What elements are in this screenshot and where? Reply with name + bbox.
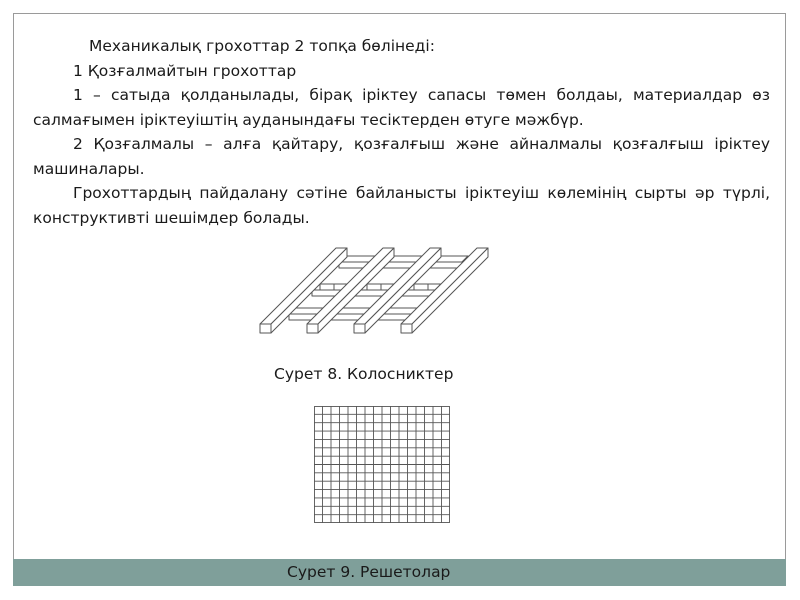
body-text [33, 34, 770, 230]
item1-heading: 1 Қозғалмайтын грохоттар [73, 61, 297, 80]
item1-description: 1 – сатыда қолданылады, бірақ іріктеу сапасы төмен болдаы, материалдар өз салмағымен іріктеуіштің ауданындағы тесіктерден өтуге мәжбүр. [33, 86, 770, 129]
item2-paragraph: 2 Қозғалмалы – алға қайтару, қозғалғыш және айналмалы қозғалғыш іріктеу машиналары. [33, 135, 770, 178]
mesh-sieve-figure [314, 406, 450, 523]
mesh-grid-lines [314, 406, 450, 523]
conclusion-paragraph: Грохоттардың пайдалану сәтіне байланысты іріктеуіш көлемінің сырты әр түрлі, конструктивті шешімдер болады. [33, 184, 770, 227]
grates-caption: Сурет 8. Колосниктер [274, 365, 454, 383]
grate-bars-figure [255, 238, 500, 338]
mesh-caption: Сурет 9. Решетолар [287, 563, 451, 581]
intro-paragraph: Механикалық грохоттар 2 топқа бөлінеді: [89, 37, 435, 55]
cross-bar-back-top [339, 256, 468, 268]
cross-bar-front-bottom [289, 308, 418, 320]
